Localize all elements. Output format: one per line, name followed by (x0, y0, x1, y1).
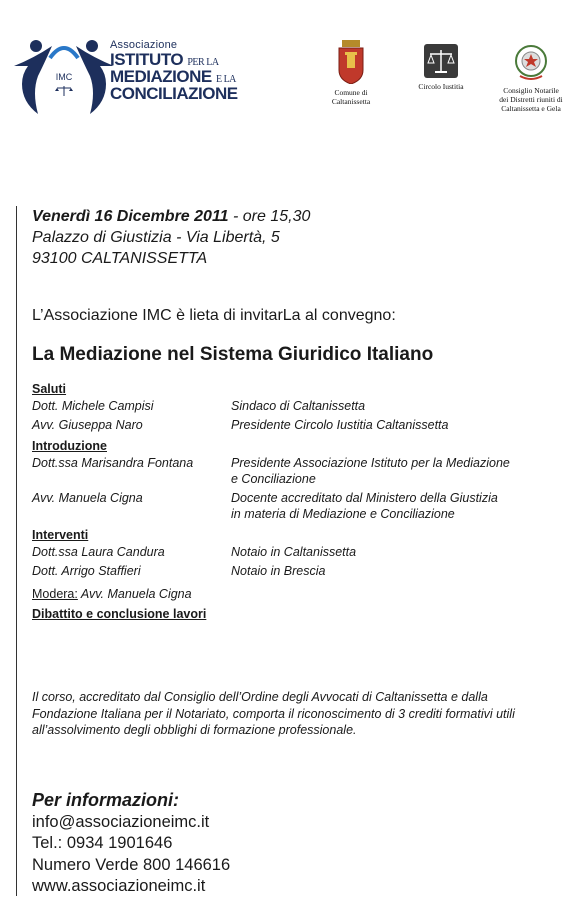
event-venue: Palazzo di Giustizia - Via Libertà, 5 (32, 229, 280, 246)
speaker-row (32, 417, 562, 433)
partner-notarile-line1: Consiglio Notarile (503, 86, 559, 95)
partner-comune-line2: Caltanissetta (331, 97, 371, 106)
section-saluti: Saluti (32, 382, 67, 396)
left-divider (16, 206, 17, 896)
moderator-line (32, 585, 562, 603)
event-time: - ore 15,30 (228, 208, 311, 225)
org-name (110, 40, 238, 102)
speaker-row (32, 544, 562, 560)
partner-circolo-line1: Circolo Iustitia (418, 82, 464, 91)
event-date-line (32, 206, 310, 227)
partner-notarile-line3: Caltanissetta e Gela (501, 104, 561, 113)
moderator-label: Modera: (32, 587, 78, 601)
contact-toll-free: Numero Verde 800 146616 (32, 855, 231, 874)
speaker-role: Docente accreditato dal Ministero della Giustizia in materia di Mediazione e Conciliazione (231, 491, 498, 521)
speaker-row (32, 455, 562, 487)
scales-of-justice-icon (424, 44, 458, 78)
section-introduzione: Introduzione (32, 439, 107, 453)
org-logo (14, 36, 114, 118)
speaker-role: Notaio in Caltanissetta (231, 545, 357, 559)
speaker-name: Avv. Manuela Cigna (32, 491, 143, 505)
contact-heading: Per informazioni: (32, 790, 180, 810)
contact-email[interactable]: info@associazioneimc.it (32, 812, 210, 831)
invitation-text: L’Associazione IMC è lieta di invitarLa al convegno: (32, 307, 396, 324)
org-name-line3: MEDIAZIONE E LA (110, 67, 236, 86)
org-name-line4: CONCILIAZIONE (110, 84, 238, 103)
speaker-name: Avv. Giuseppa Naro (32, 418, 143, 432)
speaker-role: Presidente Circolo Iustitia Caltanissetta (231, 418, 449, 432)
partner-circolo (408, 44, 474, 91)
speaker-row (32, 490, 562, 522)
section-interventi: Interventi (32, 528, 89, 542)
speaker-role: Notaio in Brescia (231, 564, 326, 578)
contact-info (32, 790, 230, 898)
imc-initials: IMC (55, 72, 73, 82)
speaker-row (32, 398, 562, 414)
partner-comune-line1: Comune di (334, 88, 368, 97)
closing-session: Dibattito e conclusione lavori (32, 607, 207, 621)
partner-notarile-line2: dei Distretti riuniti di (499, 95, 563, 104)
partner-consiglio-notarile (491, 44, 571, 113)
speaker-name: Dott.ssa Laura Candura (32, 545, 165, 559)
accreditation-note: Il corso, accreditato dal Consiglio dell’Ordine degli Avvocati di Caltanissetta e dalla Fondazione Italiana per il Notariato, comporta il riconoscimento di 3 crediti formativi utili all’assolvimento degli obblighi di formazione professionale. (32, 690, 515, 737)
program (32, 376, 562, 621)
moderator-name: Avv. Manuela Cigna (77, 587, 192, 601)
speaker-row (32, 563, 562, 579)
speaker-name: Dott.ssa Marisandra Fontana (32, 456, 194, 470)
contact-website[interactable]: www.associazioneimc.it (32, 877, 206, 895)
org-name-line2: ISTITUTO PER LA (110, 50, 219, 69)
partner-comune (320, 40, 382, 106)
event-details (32, 206, 310, 269)
speaker-role: Presidente Associazione Istituto per la Mediazione e Conciliazione (231, 456, 510, 486)
event-city: 93100 CALTANISSETTA (32, 250, 208, 267)
event-date: Venerdì 16 Dicembre 2011 (32, 208, 229, 225)
speaker-name: Dott. Michele Campisi (32, 399, 154, 413)
imc-figures-icon (14, 36, 114, 118)
org-name-line1: Associazione (110, 39, 178, 51)
italian-emblem-icon (514, 44, 548, 82)
conference-title: La Mediazione nel Sistema Giuridico Italiano (32, 344, 434, 365)
contact-phone: Tel.: 0934 1901646 (32, 834, 173, 852)
coat-of-arms-icon (336, 40, 366, 84)
speaker-role: Sindaco di Caltanissetta (231, 399, 366, 413)
speaker-name: Dott. Arrigo Staffieri (32, 564, 141, 578)
